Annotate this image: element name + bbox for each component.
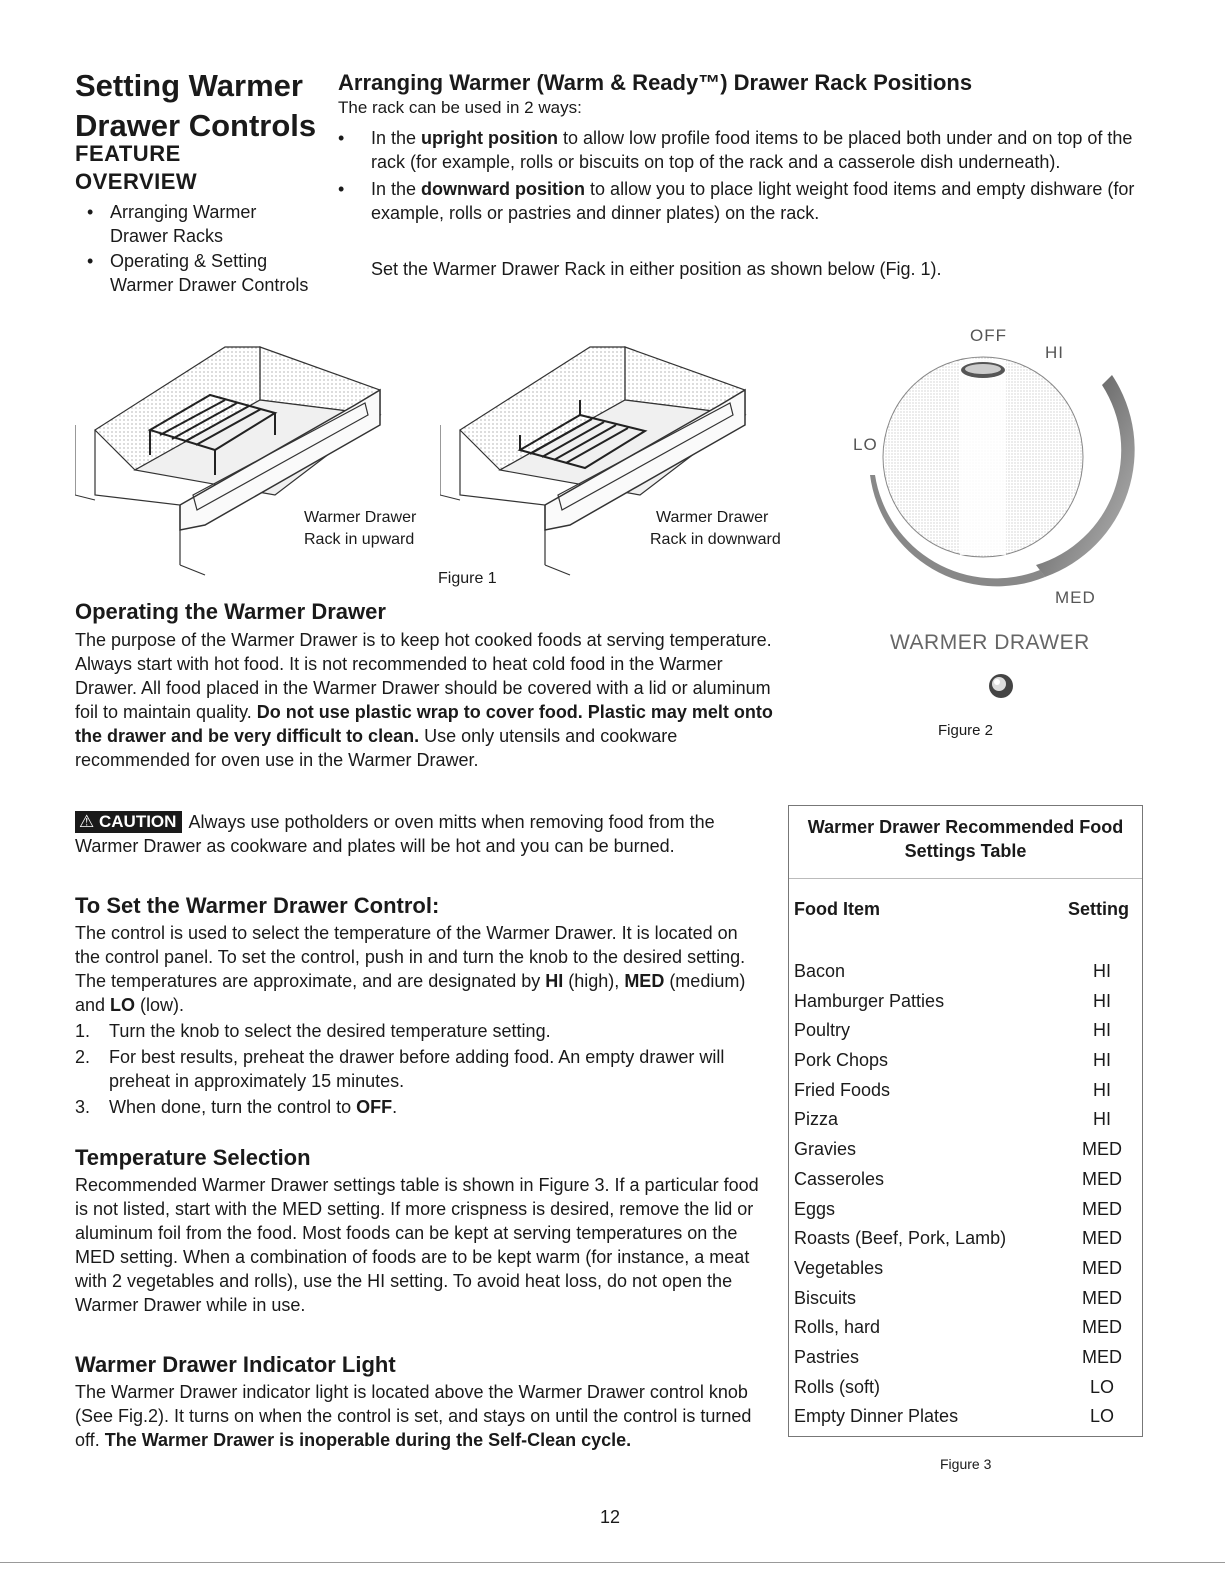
table-row [794, 1313, 1132, 1343]
setting-cell: HI [1093, 990, 1111, 1011]
setting-cell: HI [1093, 1050, 1111, 1071]
footer-divider [0, 1562, 1225, 1563]
food-item-cell: Casseroles [794, 1168, 885, 1189]
table-row [794, 1105, 1132, 1135]
warmer-drawer-knob-illustration[interactable] [840, 315, 1140, 615]
table-row [794, 1076, 1132, 1106]
table-row [794, 1254, 1132, 1284]
indicator-paragraph: The Warmer Drawer indicator light is located above the Warmer Drawer control knob (See Fig.2). It turns on when the control is set, and stays on until the control is turned off. The Warmer Drawer is inoperable during the Self-Clean cycle. [75, 1382, 752, 1450]
dial-off-label: OFF [970, 326, 1007, 345]
feature-overview-list [75, 200, 315, 298]
food-item-cell: Rolls (soft) [794, 1376, 881, 1397]
food-item-cell: Poultry [794, 1020, 851, 1041]
food-item-cell: Empty Dinner Plates [794, 1406, 959, 1427]
rack-instruction: Set the Warmer Drawer Rack in either position as shown below (Fig. 1). [371, 259, 942, 279]
set-control-paragraph: The control is used to select the temperature of the Warmer Drawer. It is located on the control panel. To set the control, push in and turn the knob to the desired setting. The temperatures are approximate, and are designated by HI (high), MED (medium) and LO (low). [75, 923, 746, 1015]
food-item-cell: Rolls, hard [794, 1317, 881, 1338]
table-row [794, 1224, 1132, 1254]
table-title: Warmer Drawer Recommended Food Settings Table [807, 817, 1124, 861]
warmer-drawer-panel-label: WARMER DRAWER [890, 631, 1090, 654]
setting-cell: MED [1082, 1257, 1122, 1278]
list-item: 3. When done, turn the control to OFF. [75, 1097, 398, 1117]
food-item-cell: Roasts (Beef, Pork, Lamb) [794, 1228, 1007, 1249]
feature-heading-line-2: OVERVIEW [75, 169, 198, 194]
food-item-cell: Biscuits [794, 1287, 857, 1308]
indicator-light-icon [986, 671, 1016, 701]
food-settings-table [788, 805, 1143, 1437]
setting-cell: MED [1082, 1198, 1122, 1219]
figure-1-caption: Figure 1 [438, 570, 497, 587]
food-item-cell: Hamburger Patties [794, 990, 945, 1011]
downward-rack-label: Warmer Drawer Rack in downward [650, 509, 781, 548]
setting-cell: HI [1093, 1109, 1111, 1130]
warning-icon: ⚠ [79, 812, 95, 831]
set-control-heading: To Set the Warmer Drawer Control: [75, 893, 440, 918]
table-row [794, 1046, 1132, 1076]
indicator-heading: Warmer Drawer Indicator Light [75, 1352, 396, 1377]
setting-cell: LO [1089, 1406, 1114, 1427]
list-item: 1. Turn the knob to select the desired temperature setting. [75, 1021, 551, 1041]
dial-med-label: MED [1055, 588, 1096, 607]
setting-cell: HI [1093, 1079, 1111, 1100]
column-header-food: Food Item [794, 899, 880, 919]
set-control-steps [75, 1019, 765, 1121]
food-item-cell: Pizza [794, 1109, 839, 1130]
figure-3-caption: Figure 3 [940, 1456, 992, 1472]
caution-notice: ⚠ CAUTION Always use potholders or oven mitts when removing food from the Warmer Drawer as cookware and plates will be hot and you can be burned. [75, 812, 715, 856]
setting-cell: MED [1082, 1228, 1122, 1249]
setting-cell: MED [1082, 1168, 1122, 1189]
arranging-intro: The rack can be used in 2 ways: [338, 98, 582, 117]
caution-badge: ⚠ CAUTION [75, 811, 182, 833]
food-item-cell: Eggs [794, 1198, 836, 1219]
temperature-paragraph: Recommended Warmer Drawer settings table is shown in Figure 3. If a particular food is not listed, start with the MED setting. If more crispness is desired, remove the lid or aluminum foil from the food. Most foods can be kept at serving temperatures on the MED setting. When a combination of foods are to be kept warm (for instance, a meat with 2 vegetables and rolls), use the HI setting. To avoid heat loss, do not open the Warmer Drawer while in use. [75, 1175, 759, 1315]
setting-cell: MED [1082, 1139, 1122, 1160]
divider [789, 878, 1142, 879]
list-item: • Operating & Setting Warmer Drawer Controls [75, 249, 315, 297]
table-row [794, 957, 1132, 987]
table-row [794, 1373, 1132, 1403]
setting-cell: LO [1089, 1376, 1114, 1397]
list-item: • In the downward position to allow you to place light weight food items and empty dishware (for example, rolls or pastries and dinner plates) on the rack. [338, 177, 1138, 225]
table-body [794, 957, 1132, 1432]
column-header-setting: Setting [1068, 899, 1129, 919]
figure-2-caption: Figure 2 [938, 722, 994, 739]
setting-cell: HI [1093, 961, 1111, 981]
food-item-cell: Gravies [794, 1139, 857, 1160]
page-title: Setting Warmer Drawer Controls [75, 68, 317, 143]
table-row [794, 1195, 1132, 1225]
list-item: • Arranging Warmer Drawer Racks [75, 200, 315, 248]
list-item: • In the upright position to allow low profile food items to be placed both under and on top of the rack (for example, rolls or biscuits on top of the rack and a casserole dish underneath). [338, 126, 1138, 174]
table-row [794, 1402, 1132, 1432]
list-item: 2. For best results, preheat the drawer before adding food. An empty drawer will preheat in approximately 15 minutes. [75, 1047, 725, 1091]
feature-heading-line-1: FEATURE [75, 141, 181, 166]
feature-overview-heading [75, 140, 197, 196]
rack-position-list [338, 126, 1138, 228]
food-item-cell: Vegetables [794, 1257, 884, 1278]
food-item-cell: Pork Chops [794, 1050, 889, 1071]
operating-paragraph: The purpose of the Warmer Drawer is to keep hot cooked foods at serving temperature. Always start with hot food. It is not recommended to heat cold food in the Warmer Drawer. All food placed in the Warmer Drawer should be covered with a lid or aluminum foil to maintain quality. Do not use plastic wrap to cover food. Plastic may melt onto the drawer and be very difficult to clean. Use only utensils and cookware recommended for oven use in the Warmer Drawer. [75, 630, 773, 770]
arranging-heading: Arranging Warmer (Warm & Ready™) Drawer Rack Positions [338, 70, 973, 95]
page-number: 12 [600, 1507, 621, 1527]
temperature-heading: Temperature Selection [75, 1145, 311, 1170]
table-row [794, 1016, 1132, 1046]
table-row [794, 1135, 1132, 1165]
upward-rack-label: Warmer Drawer Rack in upward [304, 509, 417, 548]
setting-cell: MED [1082, 1317, 1122, 1338]
setting-cell: HI [1093, 1020, 1111, 1041]
food-item-cell: Fried Foods [794, 1079, 891, 1100]
dial-lo-label: LO [853, 435, 878, 454]
dial-hi-label: HI [1045, 343, 1064, 362]
table-row [794, 1343, 1132, 1373]
food-item-cell: Bacon [794, 961, 846, 981]
setting-cell: MED [1082, 1346, 1122, 1367]
table-row [794, 1165, 1132, 1195]
food-item-cell: Pastries [794, 1346, 860, 1367]
table-row [794, 987, 1132, 1017]
operating-heading: Operating the Warmer Drawer [75, 599, 386, 624]
setting-cell: MED [1082, 1287, 1122, 1308]
table-row [794, 1284, 1132, 1314]
